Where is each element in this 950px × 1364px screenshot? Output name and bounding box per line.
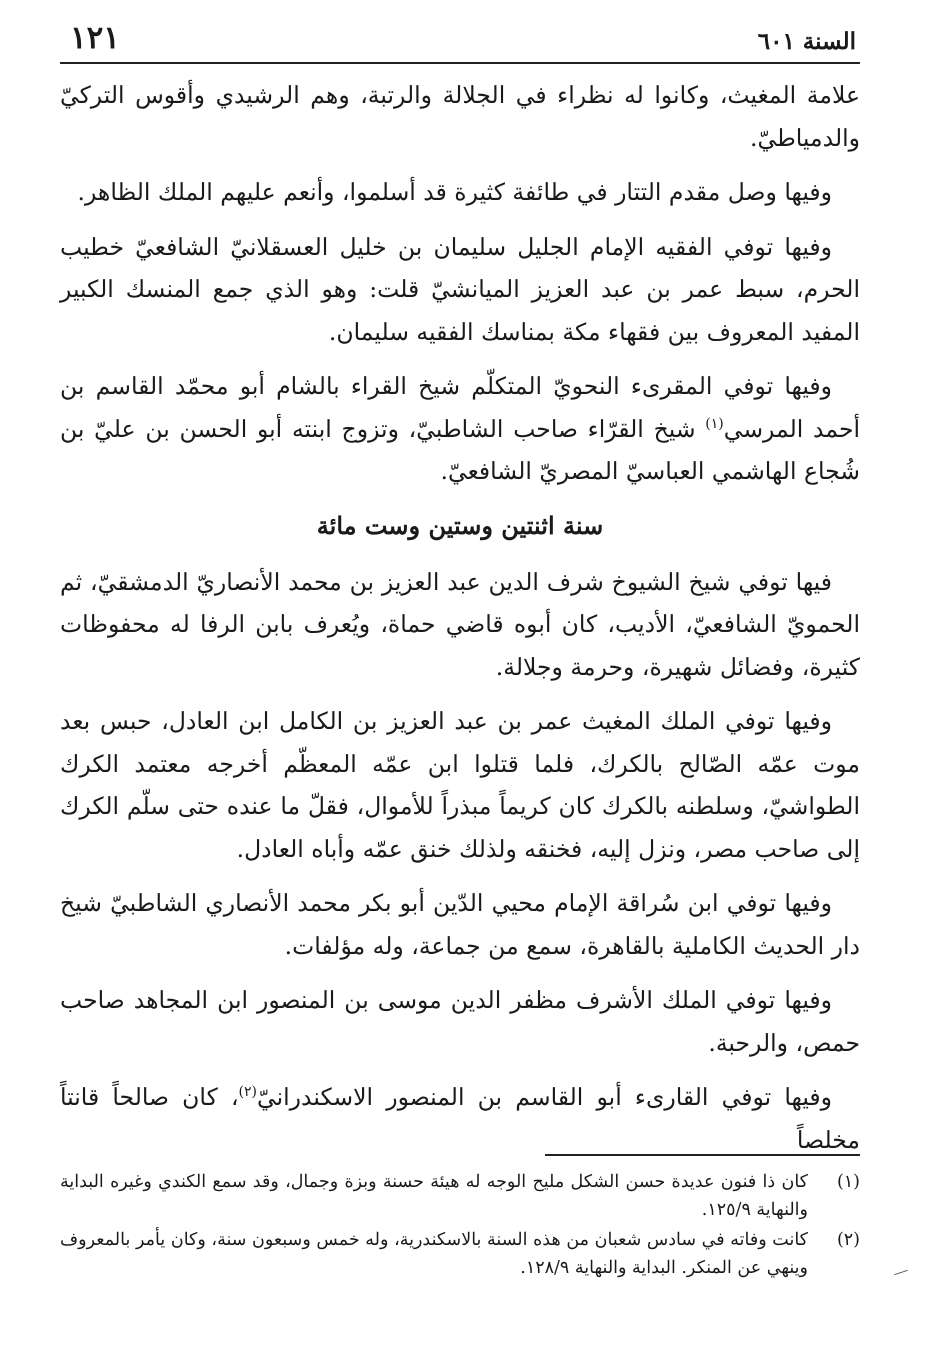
footnote-marker: (١)	[836, 1172, 860, 1192]
paragraph: وفيها توفي الملك المغيث عمر بن عبد العزيز بن الكامل ابن العادل، حبس بعد موت عمّه الصّالح بالكرك، فلما قتلوا ابن عمّه المعظّم أخرجه معتمد الكرك الطواشيّ، وسلطنه بالكرك كان كريماً مبذراً للأموال، فقلّ ما عنده حتى سلّم الكرك إلى صاحب مصر، ونزل إليه، فخنقه ولذلك خنق عمّه وأباه العادل.	[60, 707, 860, 863]
paragraph-text-before-ref: وفيها توفي المقرىء النحويّ المتكلّم شيخ القراء بالشام أبو محمّد القاسم بن أحمد المرسي	[60, 372, 861, 443]
running-head-year: السنة ٦٠١	[757, 28, 856, 55]
paragraph: وفيها توفي الفقيه الإمام الجليل سليمان بن خليل العسقلانيّ الشافعيّ خطيب الحرم، سبط عمر بن عبد العزيز الميانشيّ قلت: وهو الذي جمع المنسك الكبير المفيد المعروف بين فقهاء مكة بمناسك الفقيه سليمان.	[60, 232, 860, 346]
page-number: ١٢١	[70, 20, 120, 56]
paragraph-text-after-ref: ، كان صالحاً قانتاً مخلصاً	[60, 1083, 860, 1154]
page-body	[60, 74, 860, 1173]
footnote-text: كانت وفاته في سادس شعبان من هذه السنة بالاسكندرية، وله خمس وسبعون سنة، وكان يأمر بالمعروف وينهي عن المنكر. البداية والنهاية ١٢٨/٩.	[60, 1230, 808, 1278]
page-header	[60, 18, 860, 64]
paragraph: وفيها توفي ابن سُراقة الإمام محيي الدّين أبو بكر محمد الأنصاري الشاطبيّ شيخ دار الحديث الكاملية بالقاهرة، سمع من جماعة، وله مؤلفات.	[60, 889, 860, 960]
footnote-ref-2: (٢)	[238, 1084, 258, 1101]
footnotes	[60, 1168, 860, 1284]
footnote-item	[60, 1168, 860, 1224]
footnote-item	[60, 1226, 860, 1282]
paragraph-with-footnote-ref	[60, 365, 860, 493]
footnote-text: كان ذا فنون عديدة حسن الشكل مليح الوجه له هيئة حسنة وبزة وجمال، وقد سمع الكندي وغيره البداية والنهاية ١٢٥/٩.	[60, 1172, 808, 1220]
paragraph-with-footnote-ref	[60, 1076, 860, 1161]
paragraph-text-after-ref: شيخ القرّاء صاحب الشاطبيّ، وتزوج ابنته أبو الحسن بن عليّ بن شُجاع الهاشمي العباسيّ المصريّ الشافعيّ.	[60, 414, 860, 485]
paragraph: وفيها توفي الملك الأشرف مظفر الدين موسى بن المنصور ابن المجاهد صاحب حمص، والرحبة.	[60, 986, 860, 1057]
scan-artifact-mark	[894, 1270, 908, 1275]
footnote-marker: (٢)	[836, 1230, 860, 1250]
section-heading: سنة اثنتين وستين وست مائة	[316, 510, 604, 540]
paragraph-text-before-ref: وفيها توفي القارىء أبو القاسم بن المنصور الاسكندرانيّ	[257, 1083, 832, 1111]
footnote-separator	[545, 1154, 860, 1156]
book-page	[60, 18, 860, 1338]
footnote-ref-1: (١)	[705, 415, 724, 432]
paragraph: علامة المغيث، وكانوا له نظراء في الجلالة والرتبة، وهم الرشيدي وأقوس التركيّ والدمياطيّ.	[60, 81, 860, 152]
paragraph: فيها توفي شيخ الشيوخ شرف الدين عبد العزيز بن محمد الأنصاريّ الدمشقيّ، ثم الحمويّ الشافعيّ، الأديب، كان أبوه قاضي حماة، ويُعرف بابن الرفا له محفوظات كثيرة، وفضائل شهيرة، وحرمة وجلالة.	[60, 567, 860, 681]
paragraph: وفيها وصل مقدم التتار في طائفة كثيرة قد أسلموا، وأنعم عليهم الملك الظاهر.	[77, 178, 832, 206]
